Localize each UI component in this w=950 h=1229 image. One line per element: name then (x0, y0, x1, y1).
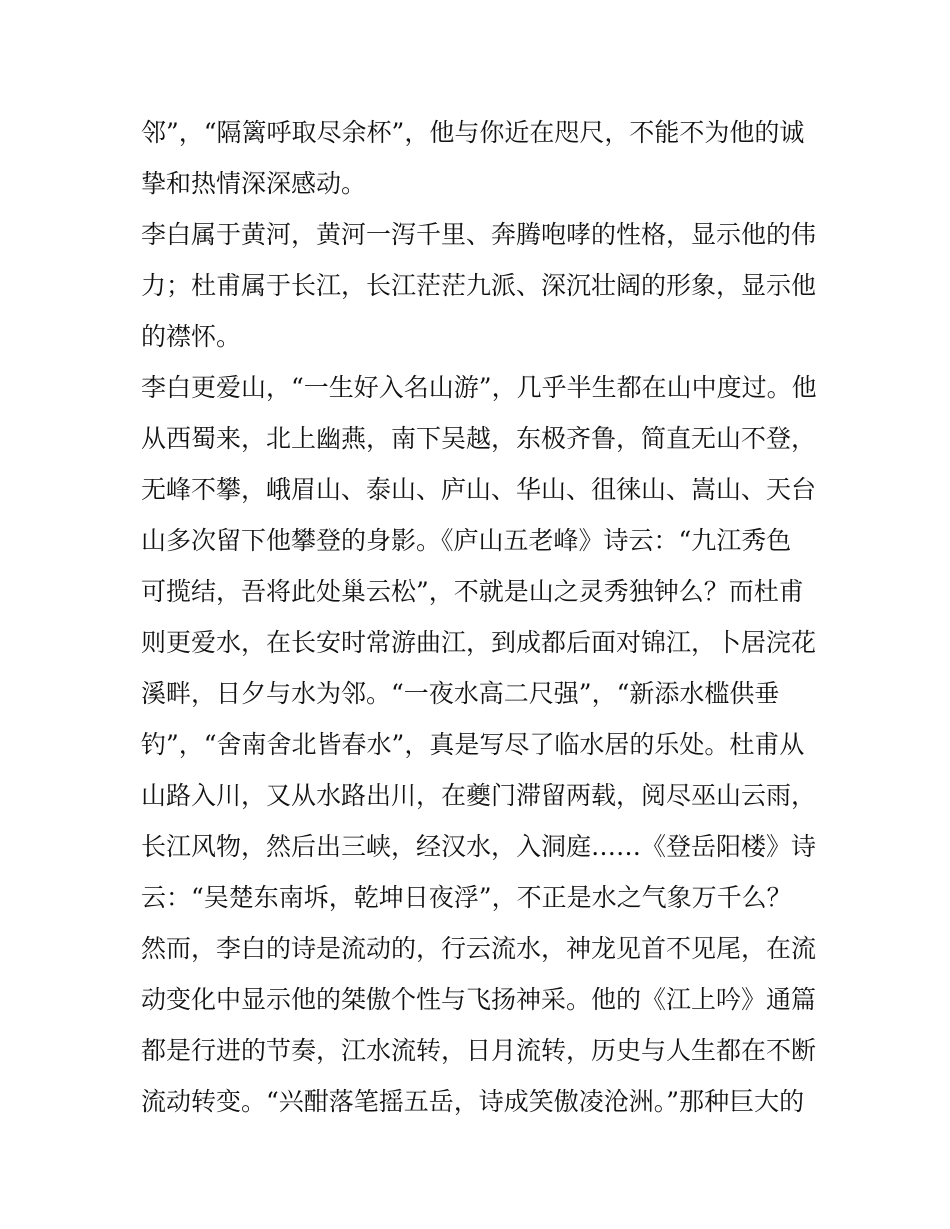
text-line: 动变化中显示他的桀傲个性与飞扬神采。他的《江上吟》通篇 (141, 985, 817, 1014)
text-line: 然而，李白的诗是流动的，行云流水，神龙见首不见尾，在流 (141, 934, 817, 963)
text-line: 云：“吴楚东南坼，乾坤日夜浮”，不正是水之气象万千么？ (141, 883, 792, 912)
text-line: 邻”，“隔篱呼取尽余杯”，他与你近在咫尺，不能不为他的诚 (141, 118, 805, 147)
text-line: 山多次留下他攀登的身影。《庐山五老峰》诗云：“九江秀色 (141, 526, 792, 555)
text-line: 力；杜甫属于长江，长江茫茫九派、深沉壮阔的形象，显示他 (141, 271, 817, 300)
text-line: 无峰不攀，峨眉山、泰山、庐山、华山、徂徕山、嵩山、天台 (141, 475, 817, 504)
text-line: 长江风物，然后出三峡，经汉水，入洞庭……《登岳阳楼》诗 (141, 832, 817, 861)
text-line: 则更爱水，在长安时常游曲江，到成都后面对锦江，卜居浣花 (141, 628, 817, 657)
text-line: 山路入川，又从水路出川，在夔门滞留两载，阅尽巫山云雨， (141, 781, 817, 810)
body-text (141, 107, 821, 1127)
text-line: 流动转变。“兴酣落笔摇五岳，诗成笑傲凌沧洲。”那种巨大的 (141, 1087, 805, 1116)
text-line: 溪畔，日夕与水为邻。“一夜水高二尺强”，“新添水槛供垂 (141, 679, 780, 708)
text-line: 的襟怀。 (141, 322, 242, 351)
text-line: 都是行进的节奏，江水流转，日月流转，历史与人生都在不断 (141, 1036, 817, 1065)
text-line: 钓”，“舍南舍北皆春水”，真是写尽了临水居的乐处。杜甫从 (141, 730, 805, 759)
text-line: 李白属于黄河，黄河一泻千里、奔腾咆哮的性格，显示他的伟 (141, 220, 817, 249)
text-line: 从西蜀来，北上幽燕，南下吴越，东极齐鲁，简直无山不登， (141, 424, 817, 453)
text-line: 李白更爱山，“一生好入名山游”，几乎半生都在山中度过。他 (141, 373, 817, 402)
text-line: 可揽结，吾将此处巢云松”，不就是山之灵秀独钟么？而杜甫 (141, 577, 804, 606)
text-line: 挚和热情深深感动。 (141, 169, 367, 198)
